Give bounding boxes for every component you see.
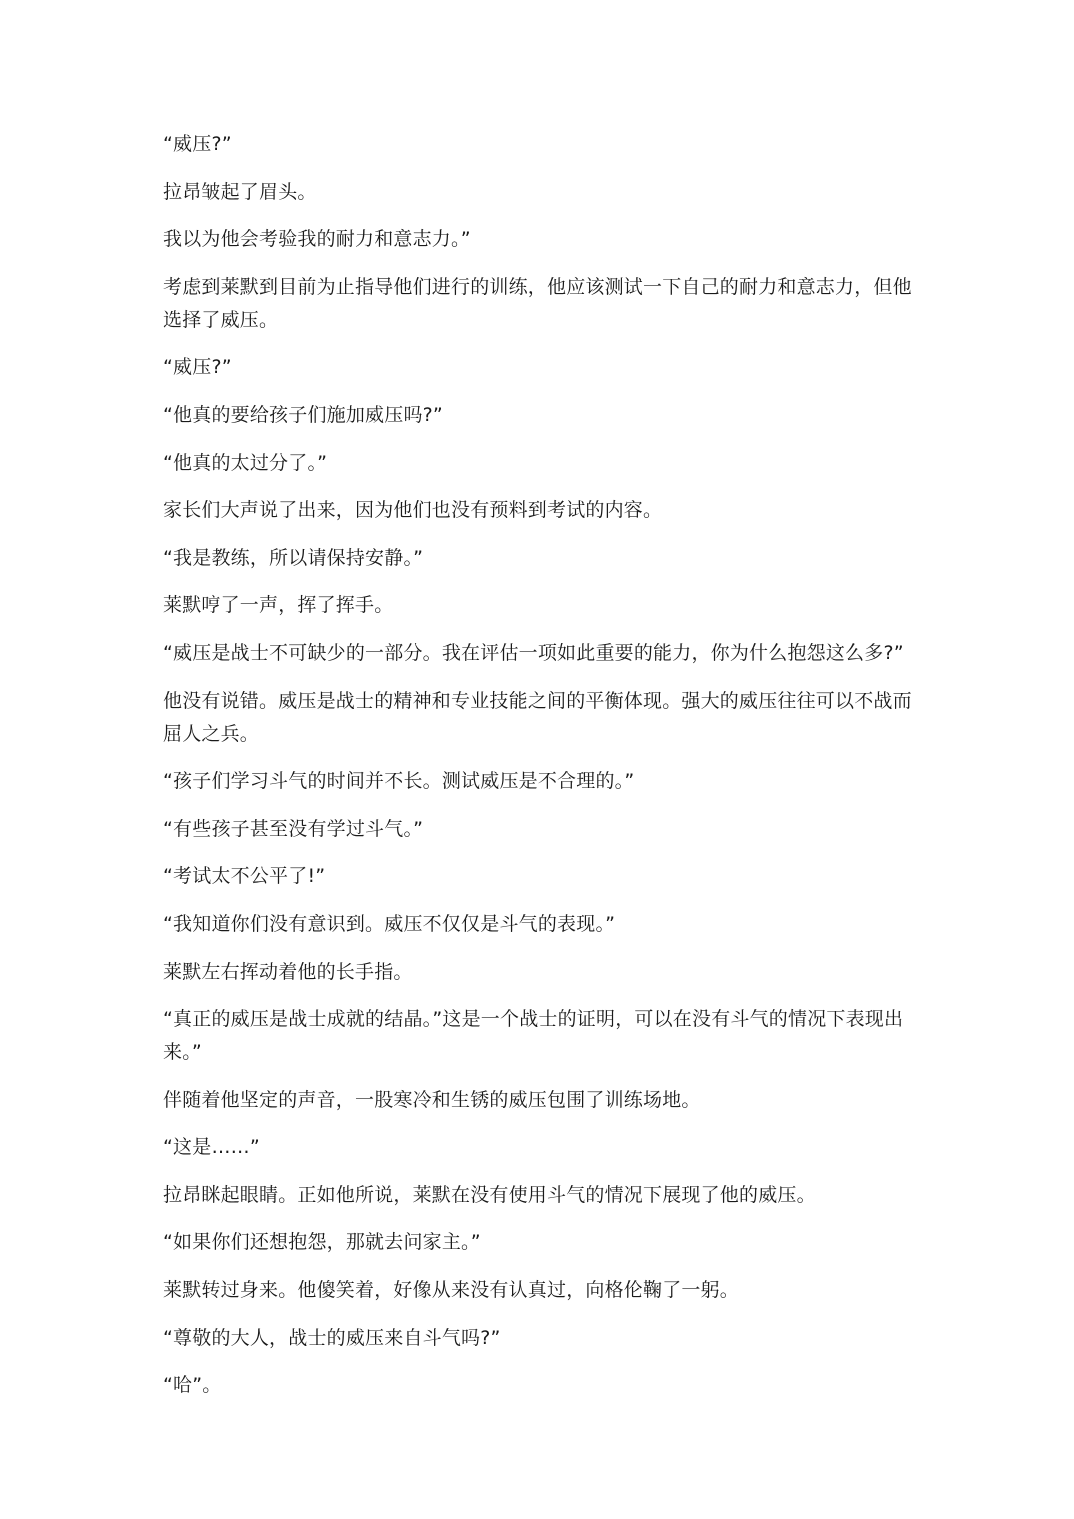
paragraph: 拉昂皱起了眉头。 bbox=[163, 180, 317, 203]
paragraph: “孩子们学习斗气的时间并不长。测试威压是不合理的。” bbox=[163, 770, 635, 793]
paragraph: 莱默左右挥动着他的长手指。 bbox=[163, 960, 413, 983]
paragraph: 莱默转过身来。他傻笑着，好像从来没有认真过，向格伦鞠了一躬。 bbox=[163, 1279, 740, 1302]
paragraph: “威压?” bbox=[163, 356, 232, 379]
paragraph: 拉昂眯起眼睛。正如他所说，莱默在没有使用斗气的情况下展现了他的威压。 bbox=[163, 1183, 816, 1206]
paragraph: 考虑到莱默到目前为止指导他们进行的训练，他应该测试一下自己的耐力和意志力，但他选择了威压。 bbox=[163, 275, 912, 331]
paragraph: “如果你们还想抱怨，那就去问家主。” bbox=[163, 1231, 481, 1254]
paragraph: “我是教练，所以请保持安静。” bbox=[163, 546, 424, 569]
paragraph: “哈”。 bbox=[163, 1374, 222, 1397]
paragraph: “有些孩子甚至没有学过斗气。” bbox=[163, 817, 424, 840]
paragraph: “尊敬的大人，战士的威压来自斗气吗?” bbox=[163, 1326, 501, 1349]
paragraph: “真正的威压是战士成就的结晶。”这是一个战士的证明，可以在没有斗气的情况下表现出来。” bbox=[163, 1008, 904, 1064]
paragraph: 莱默哼了一声，挥了挥手。 bbox=[163, 594, 394, 617]
paragraph: “我知道你们没有意识到。威压不仅仅是斗气的表现。” bbox=[163, 912, 616, 935]
paragraph: “威压是战士不可缺少的一部分。我在评估一项如此重要的能力，你为什么抱怨这么多?” bbox=[163, 641, 904, 664]
paragraph: “这是……” bbox=[163, 1136, 260, 1159]
paragraph: 我以为他会考验我的耐力和意志力。” bbox=[163, 228, 471, 251]
paragraph: “他真的太过分了。” bbox=[163, 451, 328, 474]
paragraph: “威压?” bbox=[163, 133, 232, 155]
document-page bbox=[163, 128, 918, 1417]
paragraph: “考试太不公平了!” bbox=[163, 865, 326, 888]
paragraph: “他真的要给孩子们施加威压吗?” bbox=[163, 403, 443, 426]
paragraph: 伴随着他坚定的声音，一股寒冷和生锈的威压包围了训练场地。 bbox=[163, 1088, 701, 1111]
paragraph: 家长们大声说了出来，因为他们也没有预料到考试的内容。 bbox=[163, 499, 663, 522]
paragraph: 他没有说错。威压是战士的精神和专业技能之间的平衡体现。强大的威压往往可以不战而屈人之兵。 bbox=[163, 689, 912, 745]
